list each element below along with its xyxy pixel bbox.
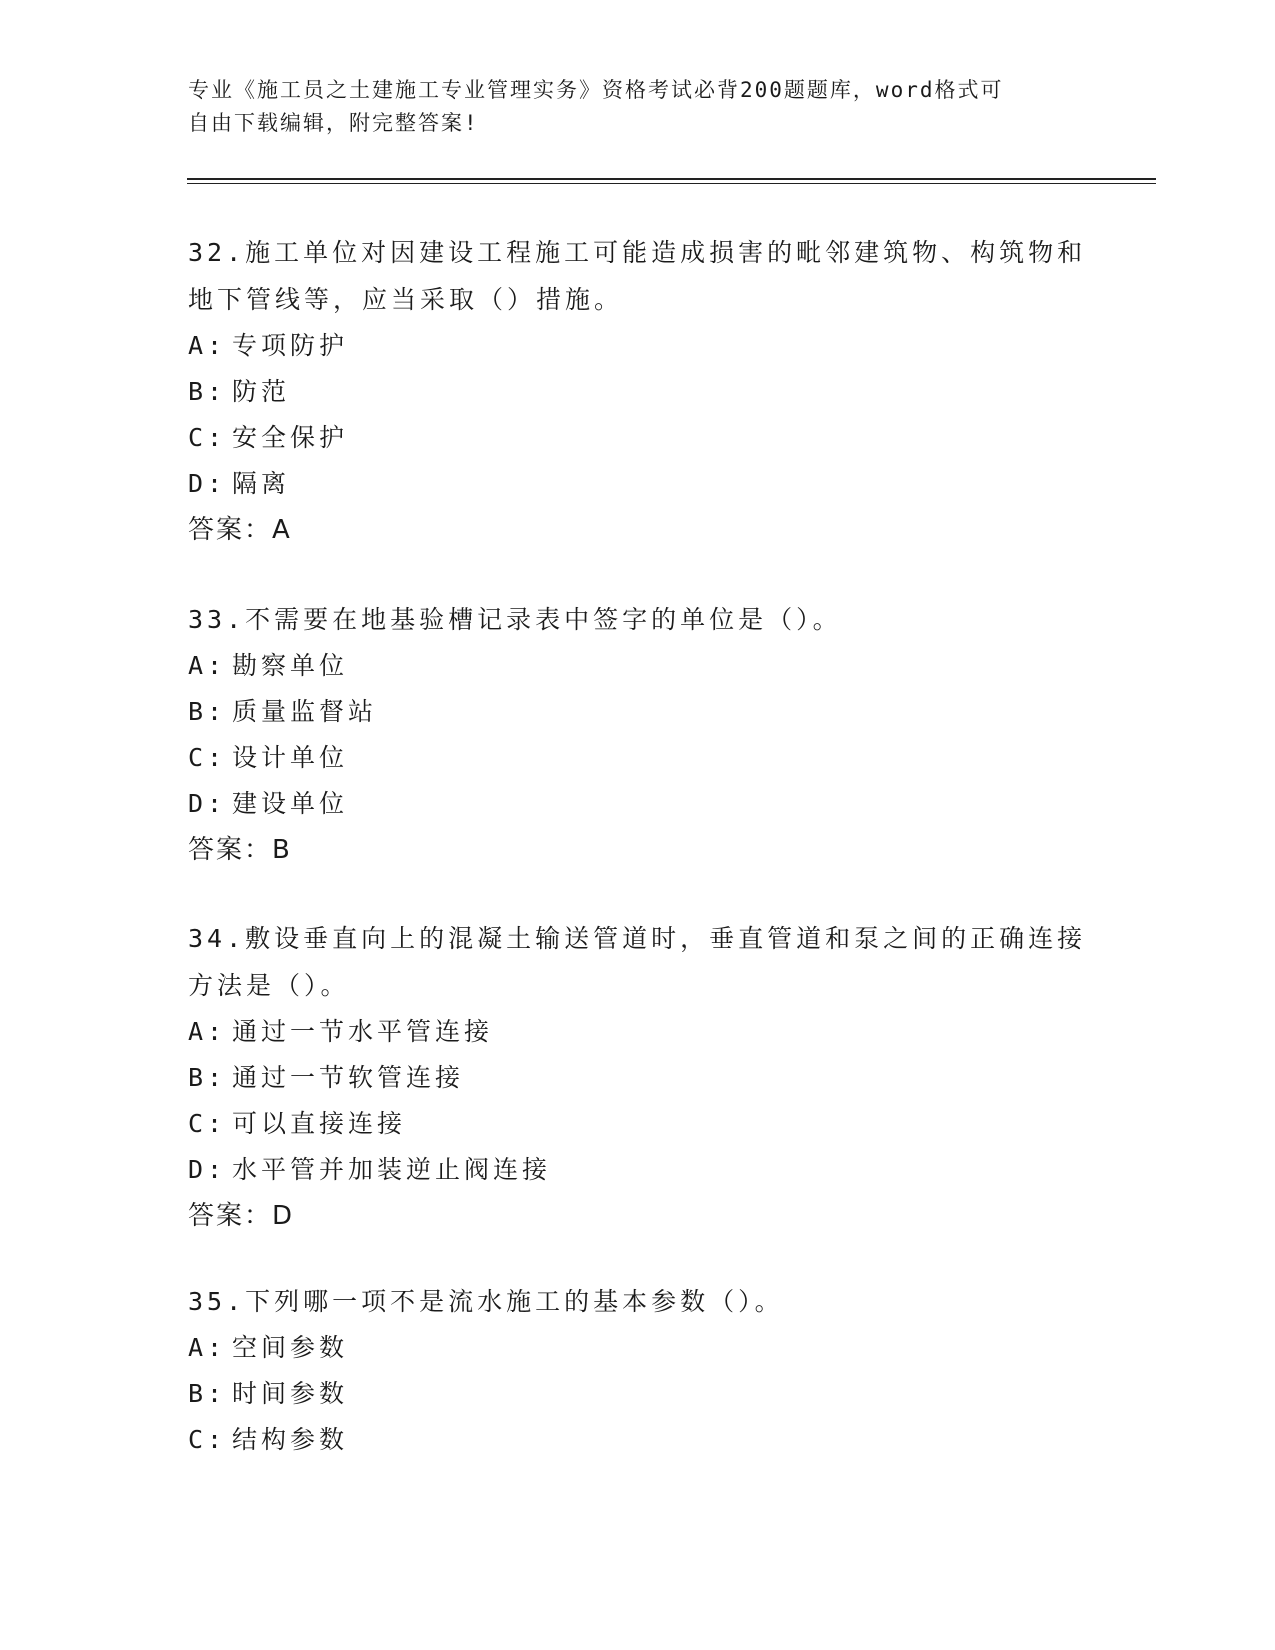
question-text: 32.施工单位对因建设工程施工可能造成损害的毗邻建筑物、构筑物和地下管线等，应当采取（）措施。 <box>188 238 1087 314</box>
header-rule-thick <box>187 178 1156 180</box>
question-text: 34.敷设垂直向上的混凝土输送管道时，垂直管道和泵之间的正确连接方法是（）。 <box>188 924 1087 1000</box>
header-line-1: 专业《施工员之土建施工专业管理实务》资格考试必背200题题库，word格式可 <box>188 78 1004 102</box>
option-letter: C: <box>188 1425 227 1454</box>
option-letter: A: <box>188 1017 227 1046</box>
option-letter: C: <box>188 1109 227 1138</box>
option-text: 质量监督站 <box>232 697 378 726</box>
option-letter: B: <box>188 697 227 726</box>
option-letter: D: <box>188 469 227 498</box>
option-text: 结构参数 <box>232 1425 349 1454</box>
option-c <box>188 735 1088 781</box>
option-text: 防范 <box>232 377 291 406</box>
option-a <box>188 643 1088 689</box>
option-text: 可以直接连接 <box>232 1109 407 1138</box>
question-35 <box>188 1278 1088 1463</box>
option-c <box>188 1417 1088 1463</box>
option-text: 建设单位 <box>232 789 349 818</box>
option-text: 设计单位 <box>232 743 349 772</box>
option-b <box>188 689 1088 735</box>
option-c <box>188 415 1088 461</box>
question-text: 33.不需要在地基验槽记录表中签字的单位是（）。 <box>188 605 842 634</box>
answer: 答案：B <box>188 835 292 865</box>
option-letter: A: <box>188 651 227 680</box>
option-letter: D: <box>188 789 227 818</box>
question-text: 35.下列哪一项不是流水施工的基本参数（）。 <box>188 1287 784 1316</box>
option-letter: C: <box>188 743 227 772</box>
option-text: 隔离 <box>232 469 291 498</box>
option-text: 勘察单位 <box>232 651 349 680</box>
option-letter: B: <box>188 1063 227 1092</box>
answer: 答案：D <box>188 1201 295 1231</box>
option-text: 空间参数 <box>232 1333 349 1362</box>
option-text: 专项防护 <box>232 331 349 360</box>
option-letter: A: <box>188 1333 227 1362</box>
document-header <box>188 74 1068 140</box>
option-c <box>188 1101 1088 1147</box>
question-34 <box>188 915 1088 1239</box>
option-letter: D: <box>188 1155 227 1184</box>
option-text: 时间参数 <box>232 1379 349 1408</box>
header-line-2: 自由下载编辑，附完整答案! <box>188 111 479 135</box>
option-text: 水平管并加装逆止阀连接 <box>232 1155 552 1184</box>
option-d <box>188 781 1088 827</box>
option-d <box>188 1147 1088 1193</box>
question-32 <box>188 229 1088 553</box>
option-text: 通过一节水平管连接 <box>232 1017 494 1046</box>
answer: 答案：A <box>188 515 292 545</box>
option-a <box>188 1325 1088 1371</box>
header-rule-thin <box>187 183 1156 184</box>
option-a <box>188 323 1088 369</box>
option-d <box>188 461 1088 507</box>
option-letter: B: <box>188 1379 227 1408</box>
option-b <box>188 1371 1088 1417</box>
option-letter: C: <box>188 423 227 452</box>
option-b <box>188 369 1088 415</box>
option-b <box>188 1055 1088 1101</box>
option-a <box>188 1009 1088 1055</box>
question-33 <box>188 596 1088 873</box>
option-text: 安全保护 <box>232 423 349 452</box>
option-text: 通过一节软管连接 <box>232 1063 465 1092</box>
option-letter: B: <box>188 377 227 406</box>
option-letter: A: <box>188 331 227 360</box>
